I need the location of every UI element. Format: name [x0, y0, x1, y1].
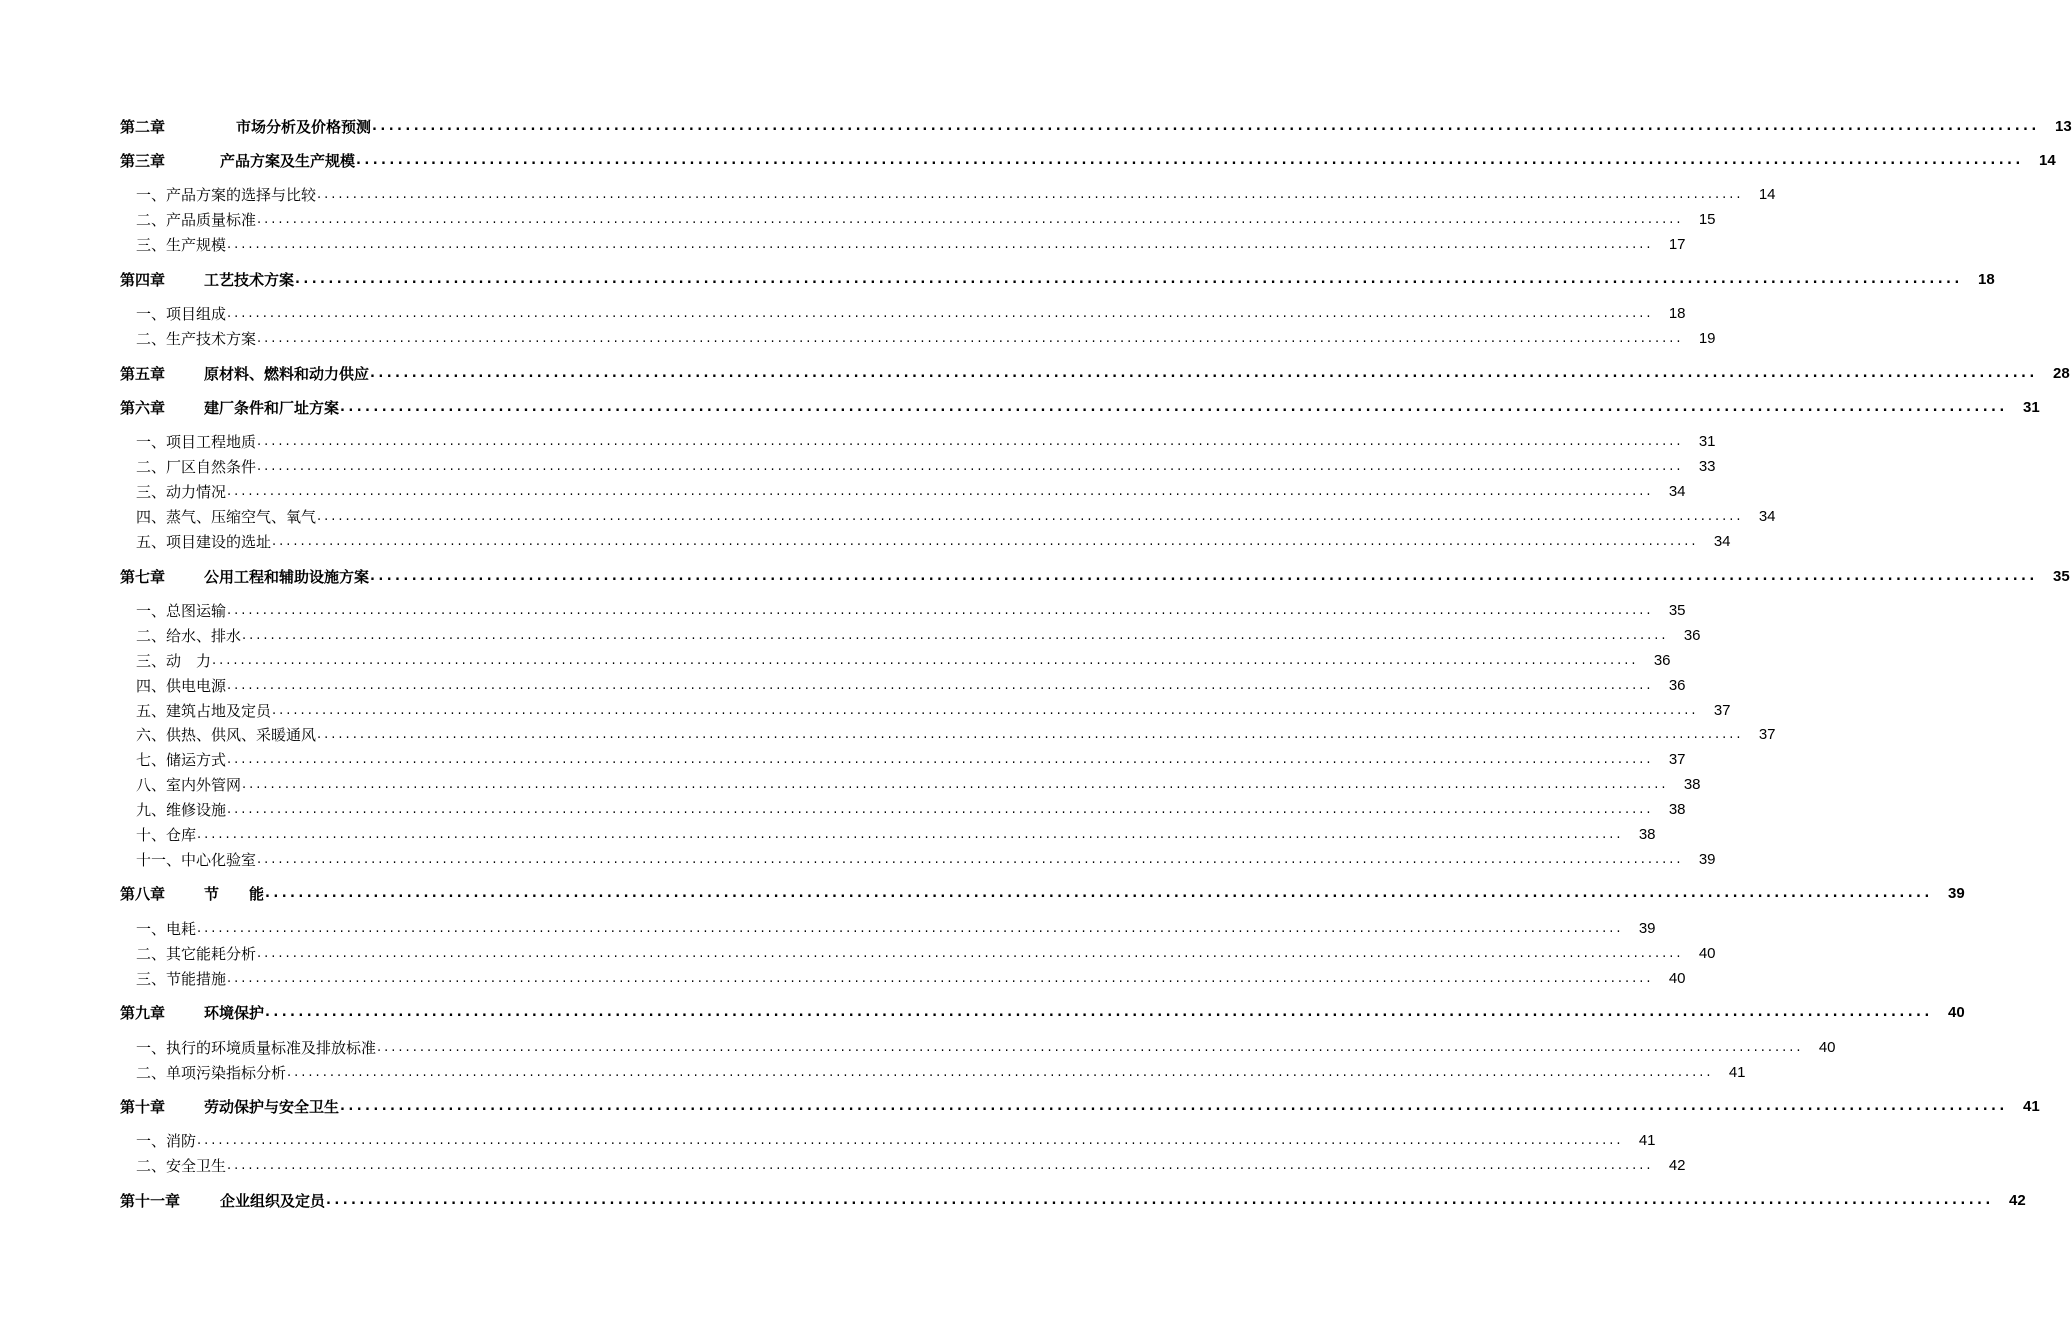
toc-entry-label: [120, 1192, 325, 1210]
toc-entry-label: [136, 970, 226, 988]
toc-entry-number: 第九章: [120, 1004, 166, 1022]
toc-section-entry[interactable]: [136, 598, 1686, 620]
toc-entry-label: [120, 399, 339, 417]
toc-entry-number: 第二章: [120, 118, 166, 136]
dot-leader: ........................................................................................................................................................................................................: [197, 921, 1624, 936]
dot-leader: ........................................................................................................................................................................................................: [227, 237, 1654, 252]
toc-entry-title: 供电电源: [166, 677, 227, 695]
dot-leader: ........................................................................................................................................................................................................: [257, 331, 1684, 346]
toc-page-number: 14: [2039, 152, 2056, 169]
toc-entry-title: 储运方式: [166, 751, 227, 769]
toc-page-number: 18: [1978, 271, 1995, 288]
toc-section-entry[interactable]: [136, 847, 1716, 869]
toc-entry-label: [120, 152, 355, 170]
dot-leader: ........................................................................................................................................................................................................: [227, 971, 1654, 986]
toc-page-number: 33: [1698, 458, 1716, 475]
toc-entry-number: 八、: [136, 776, 167, 794]
toc-entry-number: 五、: [136, 702, 167, 720]
toc-section-entry[interactable]: [136, 623, 1701, 645]
toc-entry-label: [136, 1157, 226, 1175]
toc-entry-label: [136, 458, 256, 476]
toc-entry-label: [120, 365, 369, 383]
dot-leader: ........................................................................................................................................................................................................: [317, 509, 1744, 524]
toc-entry-title: 节能措施: [166, 970, 227, 988]
toc-entry-number: 三、: [136, 236, 167, 254]
dot-leader: ........................................................................................................................................................................................................: [227, 306, 1654, 321]
toc-section-entry[interactable]: [136, 772, 1701, 794]
dot-leader: ........................................................................................................................................................................................................: [212, 653, 1639, 668]
toc-entry-label: [120, 1098, 339, 1116]
toc-page-number: 36: [1653, 652, 1671, 669]
toc-entry-number: 三、: [136, 652, 167, 670]
toc-page-number: 37: [1713, 702, 1731, 719]
dot-leader: ........................................................................................................................................................................................................: [265, 1005, 1933, 1020]
dot-leader: ........................................................................................................................................................................................................: [370, 366, 2038, 381]
toc-page-number: 31: [2023, 399, 2040, 416]
toc-entry-label: [136, 533, 271, 551]
dot-leader: ........................................................................................................................................................................................................: [257, 434, 1684, 449]
toc-entry-label: [136, 702, 271, 720]
toc-entry-number: 十一、: [136, 851, 182, 869]
toc-section-entry[interactable]: [136, 822, 1656, 844]
toc-page-number: 42: [2009, 1192, 2026, 1209]
toc-page-number: 36: [1668, 677, 1686, 694]
toc-entry-number: 第十章: [120, 1098, 166, 1116]
toc-entry-title: 供热、供风、采暖通风: [166, 726, 317, 744]
toc-entry-number: 一、: [136, 433, 167, 451]
dot-leader: ........................................................................................................................................................................................................: [287, 1065, 1714, 1080]
toc-entry-number: 二、: [136, 1064, 167, 1082]
toc-entry-number: 第八章: [120, 885, 166, 903]
toc-entry-label: [136, 627, 241, 645]
toc-entry-number: 二、: [136, 211, 167, 229]
toc-entry-label: [136, 776, 241, 794]
toc-entry-title: 建筑占地及定员: [166, 702, 272, 720]
toc-section-entry[interactable]: [136, 207, 1716, 229]
toc-page-number: 37: [1668, 751, 1686, 768]
toc-entry-label: [136, 652, 211, 670]
toc-page-number: 31: [1698, 433, 1716, 450]
toc-entry-label: [136, 330, 256, 348]
toc-entry-title: 市场分析及价格预测: [236, 118, 372, 136]
toc-entry-title: 原材料、燃料和动力供应: [204, 365, 370, 383]
toc-entry-number: 二、: [136, 1157, 167, 1175]
dot-leader: ........................................................................................................................................................................................................: [227, 1158, 1654, 1173]
toc-entry-title: 项目建设的选址: [166, 533, 272, 551]
toc-section-entry[interactable]: [136, 326, 1716, 348]
toc-entry-label: [136, 677, 226, 695]
toc-entry-title: 安全卫生: [166, 1157, 227, 1175]
toc-page-number: 28: [2053, 365, 2070, 382]
toc-entry-number: 一、: [136, 186, 167, 204]
toc-section-entry[interactable]: [136, 529, 1731, 551]
toc-entry-title: 单项污染指标分析: [166, 1064, 287, 1082]
toc-section-entry[interactable]: [136, 698, 1731, 720]
toc-chapter-entry[interactable]: [120, 148, 2056, 170]
toc-section-entry[interactable]: [136, 747, 1686, 769]
dot-leader: ........................................................................................................................................................................................................: [340, 400, 2008, 415]
toc-entry-number: 第七章: [120, 568, 166, 586]
dot-leader: ........................................................................................................................................................................................................: [295, 272, 1963, 287]
toc-entry-label: [120, 118, 371, 136]
toc-entry-title: 节 能: [204, 885, 265, 903]
dot-leader: ........................................................................................................................................................................................................: [227, 484, 1654, 499]
dot-leader: ........................................................................................................................................................................................................: [257, 212, 1684, 227]
dot-leader: ........................................................................................................................................................................................................: [356, 153, 2024, 168]
toc-entry-title: 产品方案及生产规模: [220, 152, 356, 170]
toc-chapter-entry[interactable]: [120, 114, 2072, 136]
toc-entry-number: 第六章: [120, 399, 166, 417]
dot-leader: ........................................................................................................................................................................................................: [257, 459, 1684, 474]
toc-page-number: 40: [1698, 945, 1716, 962]
toc-entry-title: 蒸气、压缩空气、氧气: [166, 508, 317, 526]
toc-entry-label: [136, 1132, 196, 1150]
toc-entry-title: 项目组成: [166, 305, 227, 323]
toc-section-entry[interactable]: [136, 673, 1686, 695]
toc-entry-label: [136, 851, 256, 869]
toc-entry-label: [136, 826, 196, 844]
toc-entry-label: [136, 1064, 286, 1082]
toc-entry-number: 一、: [136, 305, 167, 323]
toc-page-number: 15: [1698, 211, 1716, 228]
dot-leader: ........................................................................................................................................................................................................: [257, 946, 1684, 961]
dot-leader: ........................................................................................................................................................................................................: [227, 752, 1654, 767]
toc-entry-number: 六、: [136, 726, 167, 744]
dot-leader: ........................................................................................................................................................................................................: [340, 1099, 2008, 1114]
toc-page-number: 19: [1698, 330, 1716, 347]
toc-entry-number: 九、: [136, 801, 167, 819]
toc-page-number: 42: [1668, 1157, 1686, 1174]
toc-chapter-entry[interactable]: [120, 1094, 2040, 1116]
toc-entry-title: 给水、排水: [166, 627, 242, 645]
toc-entry-title: 建厂条件和厂址方案: [204, 399, 340, 417]
toc-entry-label: [136, 726, 316, 744]
toc-entry-number: 三、: [136, 970, 167, 988]
dot-leader: ........................................................................................................................................................................................................: [272, 703, 1699, 718]
toc-entry-number: 四、: [136, 677, 167, 695]
toc-entry-label: [136, 945, 256, 963]
toc-entry-title: 工艺技术方案: [204, 271, 295, 289]
dot-leader: ........................................................................................................................................................................................................: [242, 628, 1669, 643]
toc-entry-label: [136, 801, 226, 819]
toc-entry-title: 维修设施: [166, 801, 227, 819]
toc-entry-title: 劳动保护与安全卫生: [204, 1098, 340, 1116]
toc-page-number: 41: [1728, 1064, 1746, 1081]
toc-chapter-entry[interactable]: [120, 1188, 2026, 1210]
toc-chapter-entry[interactable]: [120, 564, 2070, 586]
toc-entry-title: 产品质量标准: [166, 211, 257, 229]
toc-page-number: 41: [1638, 1132, 1656, 1149]
toc-page-number: 41: [2023, 1098, 2040, 1115]
toc-entry-number: 一、: [136, 1039, 167, 1057]
toc-entry-label: [120, 271, 294, 289]
dot-leader: ........................................................................................................................................................................................................: [257, 852, 1684, 867]
toc-entry-number: 四、: [136, 508, 167, 526]
toc-entry-number: 五、: [136, 533, 167, 551]
toc-entry-number: 二、: [136, 627, 167, 645]
dot-leader: ........................................................................................................................................................................................................: [197, 827, 1624, 842]
dot-leader: ........................................................................................................................................................................................................: [372, 119, 2040, 134]
toc-chapter-entry[interactable]: [120, 267, 1995, 289]
toc-entry-label: [136, 920, 196, 938]
toc-entry-label: [136, 305, 226, 323]
toc-entry-label: [136, 236, 226, 254]
toc-entry-label: [136, 483, 226, 501]
toc-entry-number: 一、: [136, 920, 167, 938]
toc-section-entry[interactable]: [136, 916, 1656, 938]
toc-section-entry[interactable]: [136, 941, 1716, 963]
toc-page-number: 38: [1638, 826, 1656, 843]
toc-entry-title: 动 力: [166, 652, 212, 670]
toc-entry-label: [136, 186, 316, 204]
toc-entry-title: 其它能耗分析: [166, 945, 257, 963]
toc-entry-title: 仓库: [166, 826, 197, 844]
toc-page-number: 39: [1638, 920, 1656, 937]
toc-entry-title: 厂区自然条件: [166, 458, 257, 476]
toc-entry-number: 一、: [136, 1132, 167, 1150]
toc-page-number: 17: [1668, 236, 1686, 253]
toc-page-number: 36: [1683, 627, 1701, 644]
dot-leader: ........................................................................................................................................................................................................: [370, 569, 2038, 584]
toc-entry-title: 企业组织及定员: [220, 1192, 326, 1210]
toc-entry-label: [136, 602, 226, 620]
dot-leader: ........................................................................................................................................................................................................: [326, 1193, 1994, 1208]
dot-leader: ........................................................................................................................................................................................................: [227, 603, 1654, 618]
toc-chapter-entry[interactable]: [120, 395, 2040, 417]
toc-section-entry[interactable]: [136, 1060, 1746, 1082]
toc-page-number: 39: [1698, 851, 1716, 868]
toc-section-entry[interactable]: [136, 429, 1716, 451]
toc-section-entry[interactable]: [136, 648, 1671, 670]
toc-entry-title: 项目工程地质: [166, 433, 257, 451]
dot-leader: ........................................................................................................................................................................................................: [265, 886, 1933, 901]
toc-section-entry[interactable]: [136, 504, 1776, 526]
toc-page-number: 40: [1668, 970, 1686, 987]
toc-entry-number: 十、: [136, 826, 167, 844]
toc-page-number: 38: [1683, 776, 1701, 793]
toc-chapter-entry[interactable]: [120, 361, 2070, 383]
toc-entry-number: 第三章: [120, 152, 166, 170]
toc-page-number: 35: [1668, 602, 1686, 619]
toc-page-number: 40: [1948, 1004, 1965, 1021]
toc-entry-number: 第五章: [120, 365, 166, 383]
toc-section-entry[interactable]: [136, 966, 1686, 988]
toc-entry-label: [136, 751, 226, 769]
toc-entry-number: 三、: [136, 483, 167, 501]
toc-entry-label: [136, 433, 256, 451]
toc-page-number: 18: [1668, 305, 1686, 322]
toc-entry-number: 第四章: [120, 271, 166, 289]
toc-page-number: 13: [2055, 118, 2072, 135]
toc-page-number: 34: [1758, 508, 1776, 525]
toc-entry-title: 生产规模: [166, 236, 227, 254]
toc-entry-title: 环境保护: [204, 1004, 265, 1022]
toc-entry-label: [136, 211, 256, 229]
toc-section-entry[interactable]: [136, 479, 1686, 501]
toc-page-number: 14: [1758, 186, 1776, 203]
dot-leader: ........................................................................................................................................................................................................: [317, 727, 1744, 742]
toc-entry-number: 七、: [136, 751, 167, 769]
toc-entry-title: 公用工程和辅助设施方案: [204, 568, 370, 586]
toc-section-entry[interactable]: [136, 232, 1686, 254]
toc-entry-label: [136, 508, 316, 526]
toc-section-entry[interactable]: [136, 1128, 1656, 1150]
dot-leader: ........................................................................................................................................................................................................: [317, 187, 1744, 202]
toc-entry-label: [120, 1004, 264, 1022]
toc-entry-title: 执行的环境质量标准及排放标准: [166, 1039, 377, 1057]
toc-page-number: 40: [1818, 1039, 1836, 1056]
dot-leader: ........................................................................................................................................................................................................: [227, 678, 1654, 693]
toc-chapter-entry[interactable]: [120, 1000, 1965, 1022]
toc-section-entry[interactable]: [136, 1035, 1836, 1057]
toc-page-number: 34: [1668, 483, 1686, 500]
toc-page-number: 35: [2053, 568, 2070, 585]
toc-section-entry[interactable]: [136, 182, 1776, 204]
toc-entry-title: 电耗: [166, 920, 197, 938]
toc-entry-title: 消防: [166, 1132, 197, 1150]
toc-entry-number: 二、: [136, 945, 167, 963]
toc-section-entry[interactable]: [136, 301, 1686, 323]
toc-entry-label: [136, 1039, 376, 1057]
toc-page-number: 38: [1668, 801, 1686, 818]
toc-entry-title: 总图运输: [166, 602, 227, 620]
toc-entry-title: 动力情况: [166, 483, 227, 501]
dot-leader: ........................................................................................................................................................................................................: [242, 777, 1669, 792]
toc-page-number: 34: [1713, 533, 1731, 550]
toc-section-entry[interactable]: [136, 1153, 1686, 1175]
toc-section-entry[interactable]: [136, 797, 1686, 819]
dot-leader: ........................................................................................................................................................................................................: [377, 1040, 1804, 1055]
toc-page-number: 37: [1758, 726, 1776, 743]
toc-page-number: 39: [1948, 885, 1965, 902]
toc-section-entry[interactable]: [136, 722, 1776, 744]
toc-entry-number: 二、: [136, 458, 167, 476]
dot-leader: ........................................................................................................................................................................................................: [227, 802, 1654, 817]
toc-entry-title: 中心化验室: [181, 851, 257, 869]
toc-entry-number: 一、: [136, 602, 167, 620]
toc-section-entry[interactable]: [136, 454, 1716, 476]
toc-entry-title: 生产技术方案: [166, 330, 257, 348]
toc-entry-title: 产品方案的选择与比较: [166, 186, 317, 204]
toc-chapter-entry[interactable]: [120, 881, 1965, 903]
toc-entry-number: 二、: [136, 330, 167, 348]
dot-leader: ........................................................................................................................................................................................................: [272, 534, 1699, 549]
toc-entry-label: [120, 568, 369, 586]
toc-entry-number: 第十一章: [120, 1192, 181, 1210]
dot-leader: ........................................................................................................................................................................................................: [197, 1133, 1624, 1148]
toc-entry-label: [120, 885, 264, 903]
toc-entry-title: 室内外管网: [166, 776, 242, 794]
